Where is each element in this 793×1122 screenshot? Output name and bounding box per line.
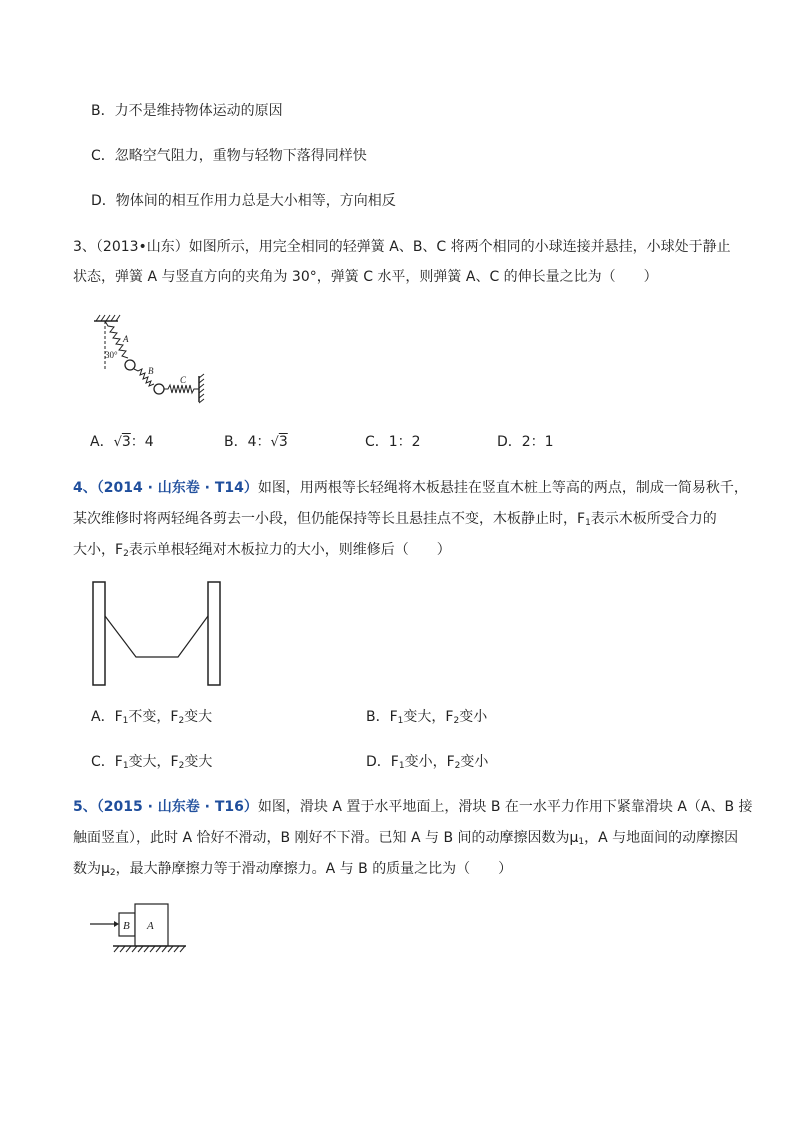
sqrt-icon: √ [270, 435, 279, 450]
q4-opt-a-1: A．F [91, 709, 123, 725]
q4-opt-a-sub2: 2 [178, 716, 185, 726]
q4-swing-figure [90, 580, 224, 688]
q3-option-d: D．2：1 [497, 434, 554, 450]
arrow-right-icon [114, 921, 119, 927]
q4-opt-a-3: 变大 [184, 709, 213, 725]
q4-line3-b: 表示单根轻绳对木板拉力的大小，则维修后（ ） [128, 542, 451, 558]
q5-line2-sub: 1 [578, 837, 585, 847]
spring-c [164, 385, 199, 393]
q5-line3-sub: 2 [109, 868, 116, 878]
q4-stem-line3 [73, 541, 451, 563]
q4-opt-b-sub1: 1 [397, 716, 404, 726]
q5-source: （2015 · 山东卷 · T16） [96, 799, 258, 815]
q3-option-b-prefix: B．4： [224, 434, 271, 450]
q4-stem-line1 [73, 479, 748, 497]
q4-stem-line1-text: 如图，用两根等长轻绳将木板悬挂在竖直木桩上等高的两点，制成一简易秋千， [257, 480, 748, 496]
q4-line3-a: 大小，F [73, 542, 124, 558]
spring-b-label: B [148, 366, 154, 376]
q4-opt-d-1: D．F [366, 754, 399, 770]
block-b-label: B [123, 920, 130, 932]
ground-hatch [114, 946, 185, 952]
q3-stem-line1: 3、（2013•山东）如图所示，用完全相同的轻弹簧 A、B、C 将两个相同的小球连接并悬挂，小球处于静止 [73, 239, 731, 255]
q5-stem-line1-text: 如图，滑块 A 置于水平地面上，滑块 B 在一水平力作用下紧靠滑块 A（A、B 接 [257, 799, 753, 815]
left-post [93, 582, 105, 685]
q4-opt-a-2: 不变，F [128, 709, 179, 725]
q4-opt-a-sub1: 1 [122, 716, 129, 726]
q4-line2-a: 某次维修时将两轻绳各剪去一小段，但仍能保持等长且悬挂点不变，木板静止时，F [73, 511, 586, 527]
q4-opt-d-3: 变小 [460, 754, 489, 770]
q4-line2-b: 表示木板所受合力的 [590, 511, 717, 527]
q4-option-b [366, 708, 487, 730]
swing-ropes-and-board [105, 616, 208, 657]
q4-opt-b-sub2: 2 [453, 716, 460, 726]
q4-option-d [366, 753, 488, 775]
q4-opt-b-2: 变大，F [403, 709, 454, 725]
spring-c-label: C [180, 375, 187, 385]
ball-upper [125, 360, 135, 370]
right-post [208, 582, 220, 685]
q4-option-c [91, 753, 212, 775]
q4-opt-d-2: 变小，F [404, 754, 455, 770]
spring-a-label: A [123, 334, 129, 344]
q4-opt-d-sub1: 1 [398, 761, 405, 771]
q5-stem-line3 [73, 860, 512, 882]
q4-line2-sub: 1 [585, 518, 591, 528]
ball-lower [154, 384, 164, 394]
q3-option-b [224, 433, 288, 452]
q4-stem-line2 [73, 510, 717, 532]
q4-opt-c-sub2: 2 [178, 761, 185, 771]
q2-option-b: B．力不是维持物体运动的原因 [91, 103, 283, 119]
q5-stem-line2 [73, 829, 738, 851]
q5-blocks-figure [86, 898, 192, 960]
q3-option-b-root: 3 [278, 434, 288, 450]
q4-opt-c-sub1: 1 [122, 761, 129, 771]
q3-spring-figure [90, 312, 220, 408]
q4-opt-d-sub2: 2 [454, 761, 461, 771]
q4-option-a [91, 708, 212, 730]
block-a-label: A [147, 920, 154, 932]
q2-option-c: C．忽略空气阻力，重物与轻物下落得同样快 [91, 148, 367, 164]
q4-opt-c-1: C．F [91, 754, 123, 770]
q4-opt-c-3: 变大 [184, 754, 213, 770]
angle-label: 30° [105, 350, 118, 360]
q5-line3-b: ，最大静摩擦力等于滑动摩擦力。A 与 B 的质量之比为（ ） [115, 861, 513, 877]
q4-opt-b-3: 变小 [459, 709, 488, 725]
q3-option-a-prefix: A． [90, 434, 114, 450]
q5-line3-a: 数为μ [73, 861, 110, 877]
q5-line2-a: 触面竖直），此时 A 恰好不滑动，B 刚好不下滑。已知 A 与 B 间的动摩擦因数为μ [73, 830, 579, 846]
q4-opt-c-2: 变大，F [128, 754, 179, 770]
q4-number: 4、 [73, 480, 97, 496]
sqrt-icon: √ [113, 435, 122, 450]
ceiling-hatch [96, 315, 120, 321]
q5-stem-line1 [73, 798, 753, 816]
q4-line3-sub: 2 [123, 549, 129, 559]
q5-number: 5、 [73, 799, 97, 815]
q3-stem-line2: 状态，弹簧 A 与竖直方向的夹角为 30°，弹簧 C 水平，则弹簧 A、C 的伸长量之比为（ ） [73, 269, 658, 285]
q4-source: （2014 · 山东卷 · T14） [96, 480, 258, 496]
q2-option-d: D．物体间的相互作用力总是大小相等，方向相反 [91, 193, 396, 209]
q4-opt-b-1: B．F [366, 709, 398, 725]
q5-line2-b: ，A 与地面间的动摩擦因 [584, 830, 739, 846]
q3-option-a-suffix: ：4 [130, 434, 154, 450]
q3-option-c: C．1：2 [365, 434, 421, 450]
q3-option-a-root: 3 [121, 434, 131, 450]
q3-option-a [90, 433, 154, 452]
